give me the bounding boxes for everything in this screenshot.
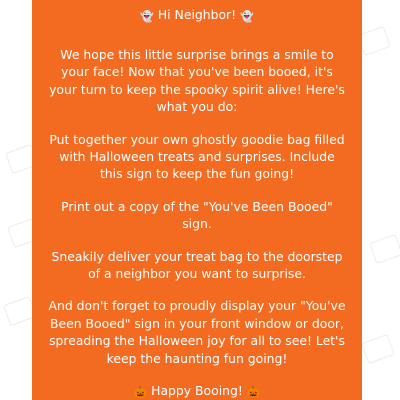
ghost-icon: 👻 [240,10,254,23]
jack-o-lantern-icon: 🎃 [246,386,261,400]
greeting-line [46,6,348,25]
closing-line [46,382,348,400]
instruction-print-sign: Print out a copy of the "You've Been Booed" sign. [61,198,333,232]
printable-note [32,0,362,400]
instruction-goodie-bag: Put together your own ghostly goodie bag filled with Halloween treats and surprises. Include this sign to keep the fun going! [49,131,345,182]
instruction-deliver: Sneakily deliver your treat bag to the doorstep of a neighbor you want to surprise. [51,248,343,282]
watermark-icon [369,234,400,264]
jack-o-lantern-icon: 🎃 [133,386,148,400]
watermark-icon [361,334,395,364]
instruction-display-sign: And don't forget to proudly display your "You've Been Booed" sign in your front window or door, spreading the Halloween joy for all to see! Let's keep the haunting fun going! [48,298,346,366]
ghost-icon: 👻 [140,10,154,23]
watermark-icon [357,26,391,56]
intro-paragraph: We hope this little surprise brings a smile to your face! Now that you've been booed, it's your turn to keep the spooky spirit alive! Here's what you do: [49,47,345,115]
closing-text: Happy Booing! [151,383,243,399]
greeting-text: Hi Neighbor! [157,7,237,22]
